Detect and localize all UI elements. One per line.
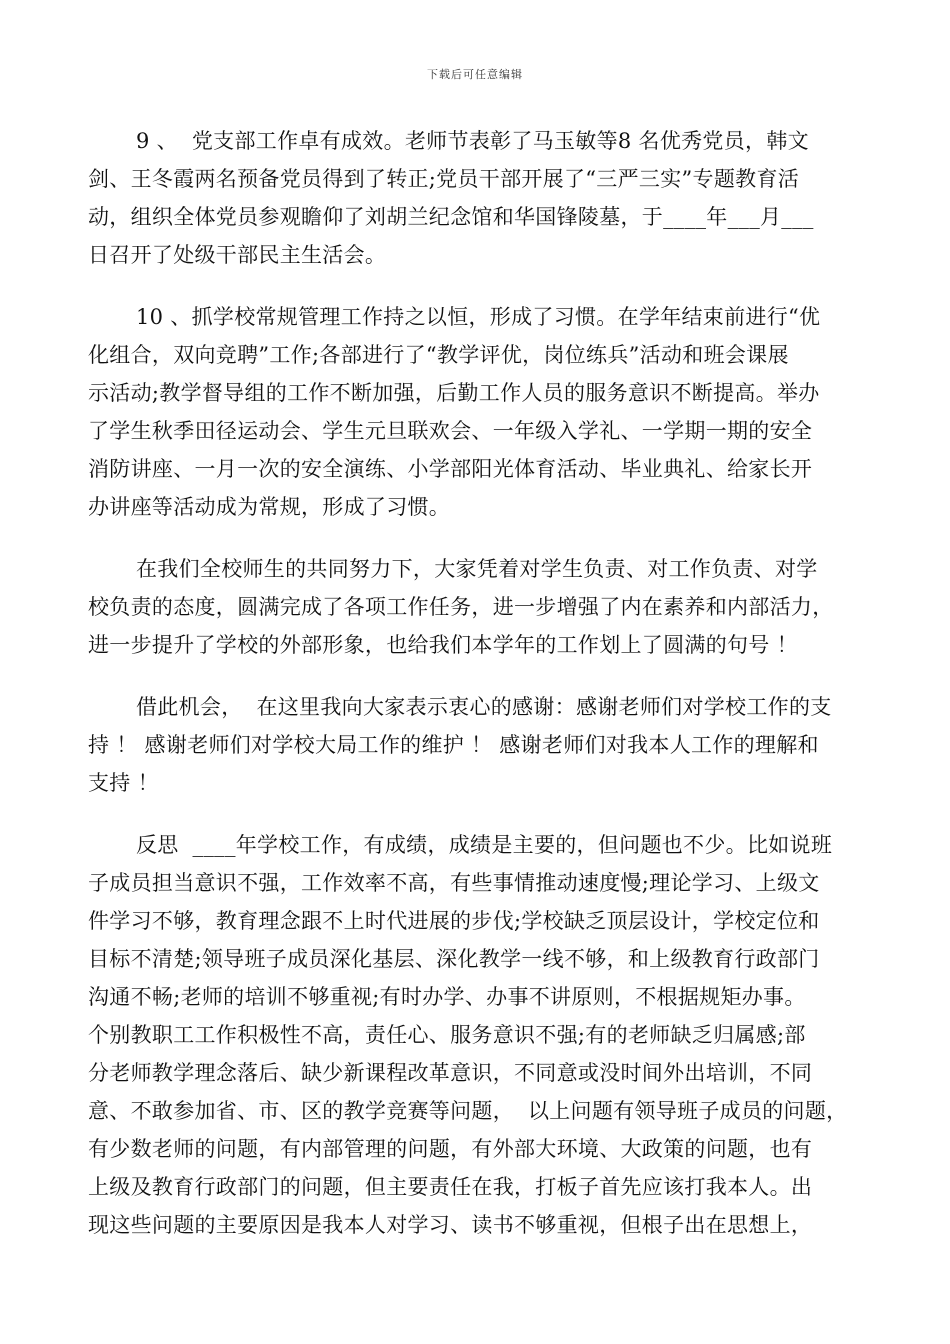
text-line: 有少数老师的问题，有内部管理的问题，有外部大环境、大政策的问题，也有 <box>88 1137 813 1161</box>
paragraph-thanks <box>88 688 868 802</box>
text-line: 持 ！ 感谢老师们对学校大局工作的维护 ！ 感谢老师们对我本人工作的理解和 <box>88 733 819 757</box>
text-line: 办讲座等活动成为常规，形成了习惯。 <box>88 495 451 519</box>
text-line: 化组合，双向竞聘”工作;各部进行了“教学评优，岗位练兵”活动和班会课展 <box>88 343 789 367</box>
text-line: 反思 ____年学校工作，有成绩，成绩是主要的，但问题也不少。比如说班 <box>136 833 833 857</box>
text-line: 意、不敢参加省、市、区的教学竞赛等问题， 以上问题有领导班子成员的问题， <box>88 1099 848 1123</box>
paragraph-party-branch <box>88 122 868 274</box>
text-line: 沟通不畅;老师的培训不够重视;有时办学、办事不讲原则，不根据规矩办事。 <box>88 985 806 1009</box>
text-line: 动，组织全体党员参观瞻仰了刘胡兰纪念馆和华国锋陵墓，于____年___月___ <box>88 205 814 229</box>
text-line: 个别教职工工作积极性不高，责任心、服务意识不强;有的老师缺乏归属感;部 <box>88 1023 806 1047</box>
document-body <box>88 122 868 1244</box>
text-line: 目标不清楚;领导班子成员深化基层、深化教学一线不够，和上级教育行政部门 <box>88 947 820 971</box>
text-line: 支持 ！ <box>88 771 159 795</box>
paragraph-routine-management <box>88 298 868 526</box>
text-line: 剑、王冬霞两名预备党员得到了转正;党员干部开展了“三严三实”专题教育活 <box>88 167 800 191</box>
text-line: 了学生秋季田径运动会、学生元旦联欢会、一年级入学礼、一学期一期的安全 <box>88 419 813 443</box>
text-line: 上级及教育行政部门的问题，但主要责任在我，打板子首先应该打我本人。出 <box>88 1175 813 1199</box>
text-line: 在我们全校师生的共同努力下，大家凭着对学生负责、对工作负责、对学 <box>136 557 818 581</box>
text-line: 进一步提升了学校的外部形象，也给我们本学年的工作划上了圆满的句号 ！ <box>88 633 798 657</box>
text-line: 9 、 党支部工作卓有成效。老师节表彰了马玉敏等8 名优秀党员，韩文 <box>136 129 809 153</box>
page-header-note: 下载后可任意编辑 <box>427 68 523 81</box>
text-line: 消防讲座、一月一次的安全演练、小学部阳光体育活动、毕业典礼、给家长开 <box>88 457 813 481</box>
text-line: 件学习不够，教育理念跟不上时代进展的步伐;学校缺乏顶层设计，学校定位和 <box>88 909 820 933</box>
text-line: 示活动;教学督导组的工作不断加强，后勤工作人员的服务意识不断提高。举办 <box>88 381 820 405</box>
text-line: 子成员担当意识不强，工作效率不高，有些事情推动速度慢;理论学习、上级文 <box>88 871 820 895</box>
paragraph-joint-effort <box>88 550 868 664</box>
paragraph-reflection <box>88 826 868 1244</box>
text-line: 10 、抓学校常规管理工作持之以恒，形成了习惯。在学年结束前进行“优 <box>136 305 821 329</box>
text-line: 校负责的态度，圆满完成了各项工作任务，进一步增强了内在素养和内部活力， <box>88 595 834 619</box>
text-line: 借此机会， 在这里我向大家表示衷心的感谢：感谢老师们对学校工作的支 <box>136 695 832 719</box>
text-line: 分老师教学理念落后、缺少新课程改革意识，不同意或没时间外出培训，不同 <box>88 1061 813 1085</box>
text-line: 现这些问题的主要原因是我本人对学习、读书不够重视，但根子出在思想上， <box>88 1213 813 1237</box>
text-line: 日召开了处级干部民主生活会。 <box>88 243 387 267</box>
